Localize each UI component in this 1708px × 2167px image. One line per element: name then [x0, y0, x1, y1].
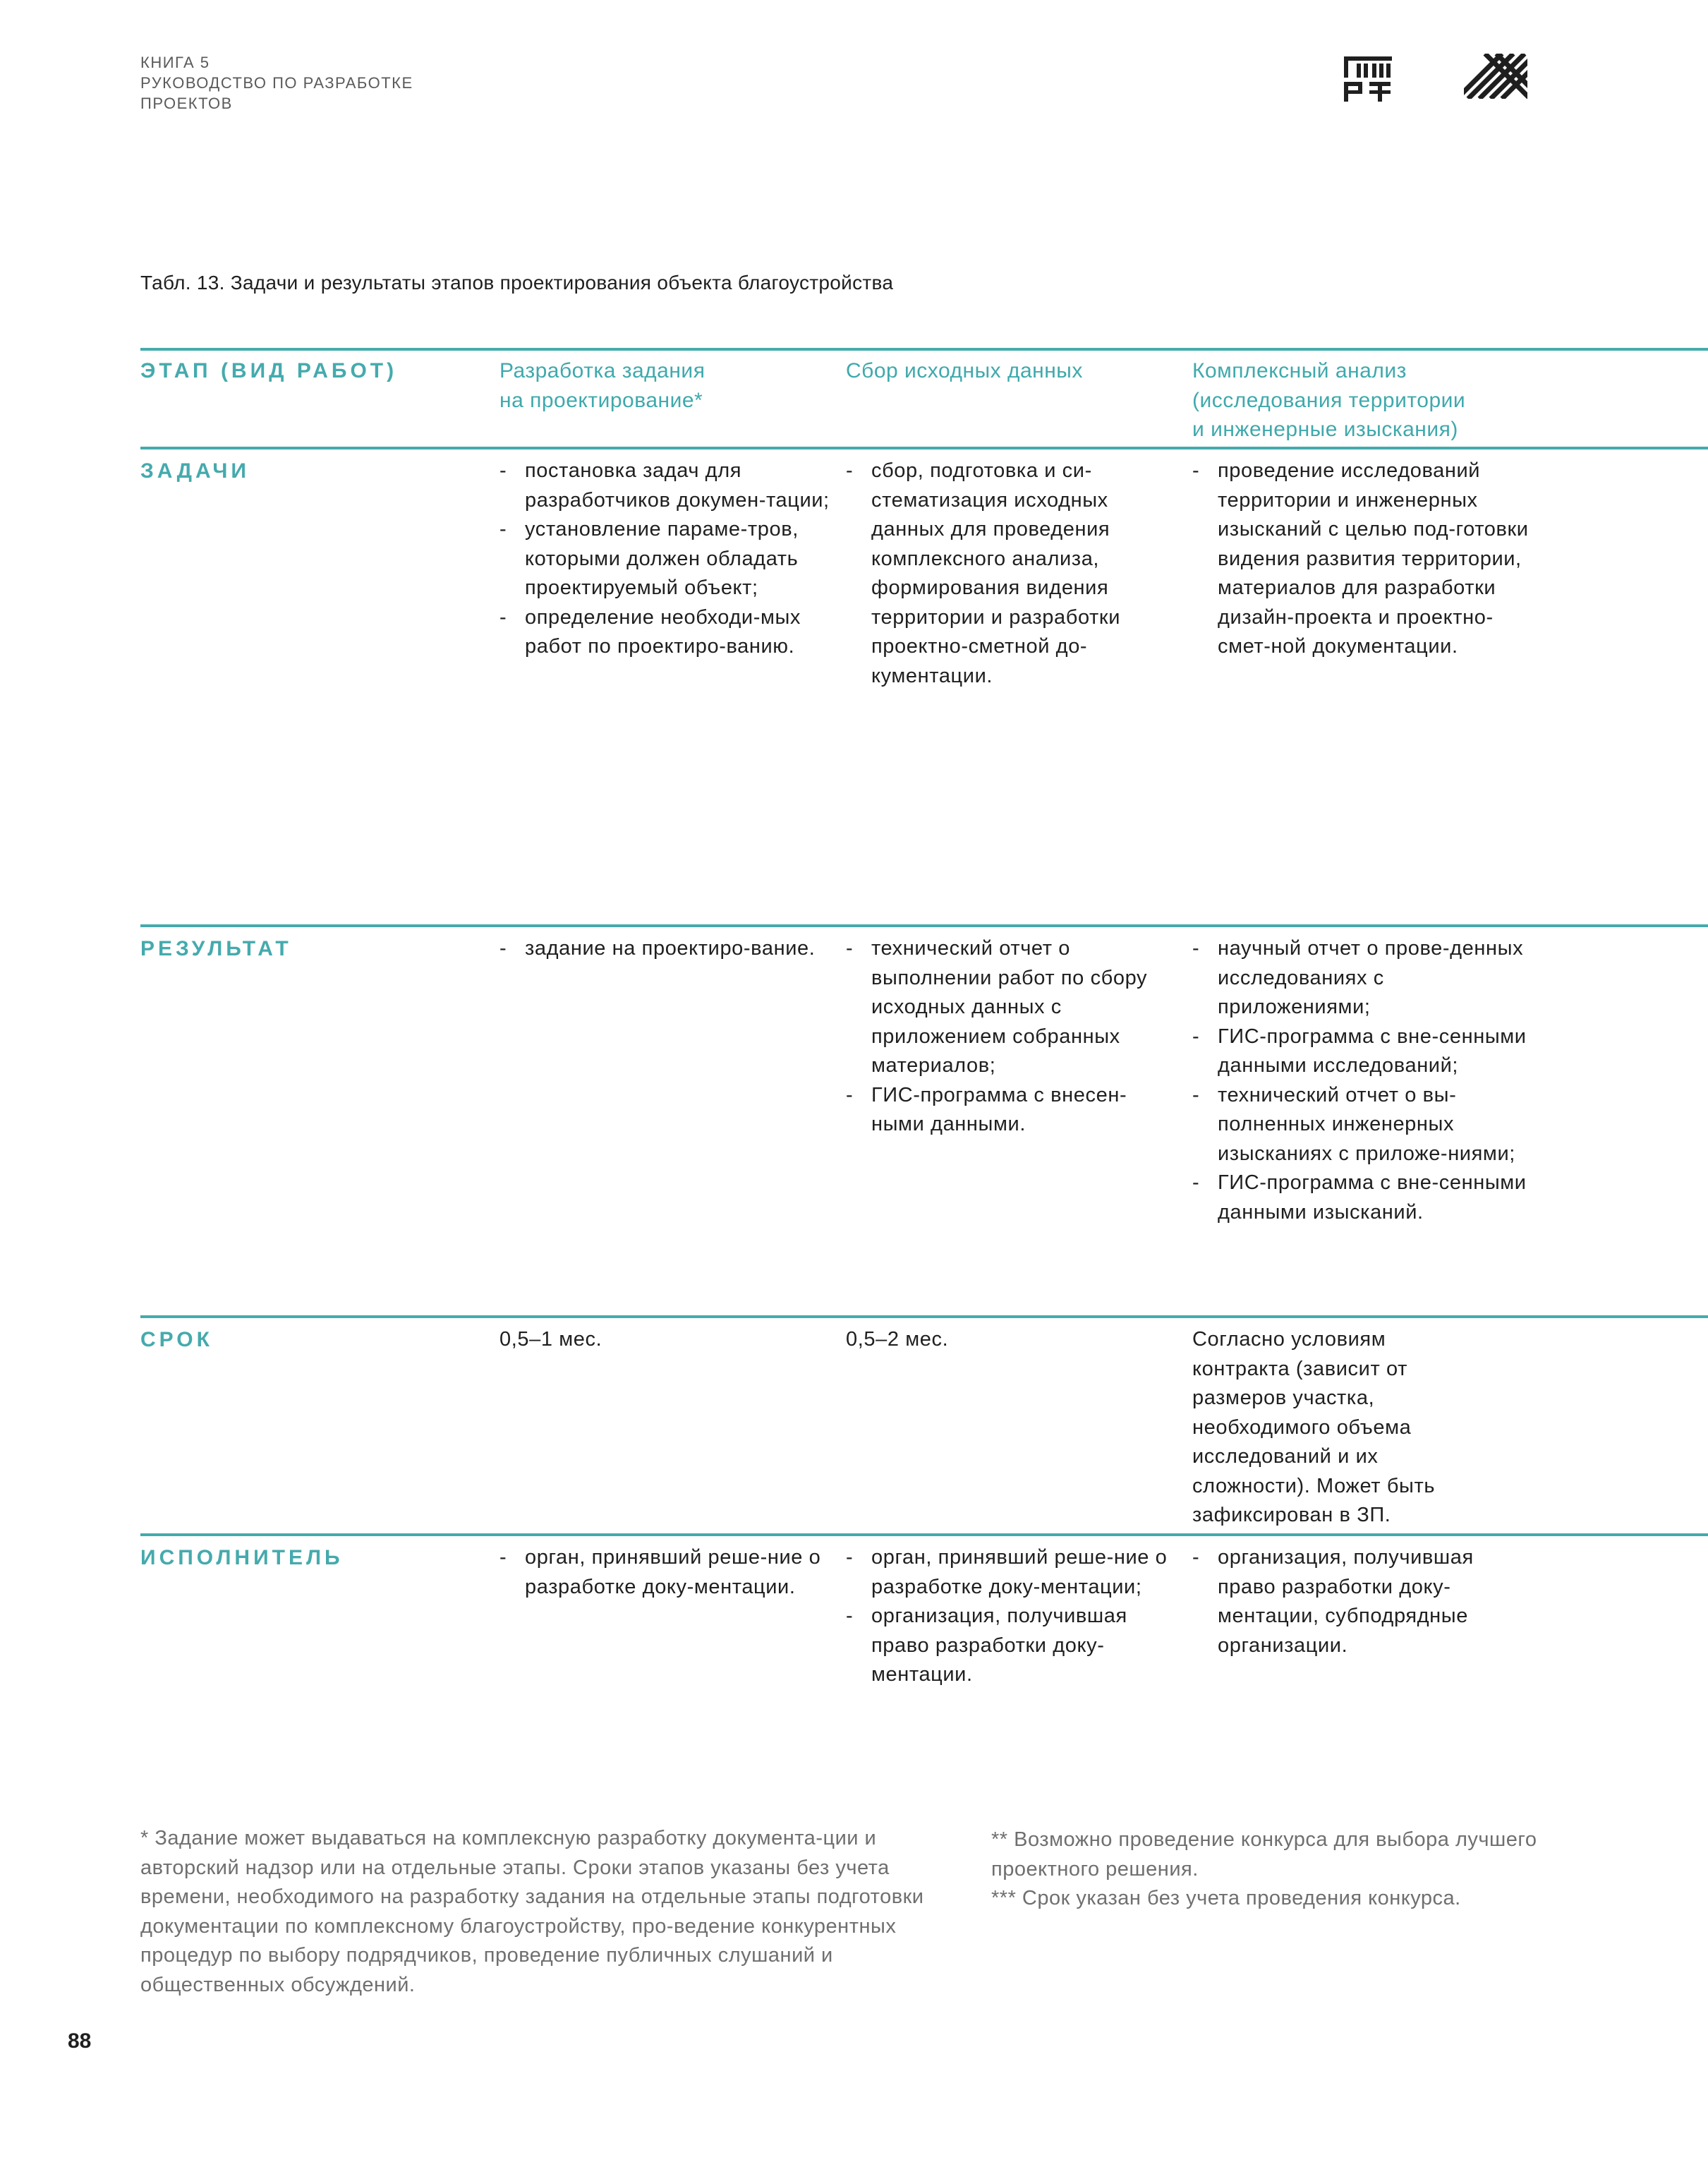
- column-title-line: Сбор исходных данных: [846, 359, 1083, 382]
- list-item: - орган, принявший реше-ние о разработке доку-ментации;: [846, 1543, 1177, 1602]
- row-label-stage: ЭТАП (ВИД РАБОТ): [140, 359, 398, 382]
- table-rule: [140, 1315, 1708, 1318]
- footnote-double-star: ** Возможно проведение конкурса для выбора лучшего проектного решения.: [991, 1828, 1537, 1881]
- column-title-line: Разработка задания: [499, 359, 705, 382]
- dom-rf-logo-icon: [1343, 54, 1393, 104]
- table-caption: Табл. 13. Задачи и результаты этапов проектирования объекта благоустройства: [140, 272, 894, 294]
- term-cell-col3: Согласно условиям контракта (зависит от размеров участка, необходимого объема исследований и их сложности). Может быть зафиксирован в ЗП.: [1192, 1328, 1436, 1526]
- row-label-tasks: ЗАДАЧИ: [140, 459, 250, 483]
- footnote-left: * Задание может выдаваться на комплексную разработку документа-ции и авторский надзор или на отдельные этапы. Сроки этапов указаны без учета времени, необходимого на разработку задания на отдельные этапы подготовки документации по комплексному благоустройству, про-ведение конкурентных процедур по выбору подрядчиков, проведение публичных слушаний и общественных обсуждений.: [140, 1827, 924, 1996]
- header-line: КНИГА 5: [140, 54, 210, 71]
- list-item: - научный отчет о прове-денных исследованиях с приложениями;: [1192, 934, 1531, 1022]
- list-item: - ГИС-программа с внесен-ными данными.: [846, 1081, 1177, 1140]
- list-item: - проведение исследований территории и инженерных изысканий с целью под-готовки видения развития территории, материалов для разработки дизайн-проекта и проектно-смет-ной документации.: [1192, 457, 1531, 662]
- footnote-right: [991, 1825, 1542, 1914]
- term-cell-col1: 0,5–1 мес.: [499, 1328, 602, 1351]
- row-label-executor: ИСПОЛНИТЕЛЬ: [140, 1546, 344, 1569]
- hatched-square-icon: [1464, 54, 1527, 99]
- tasks-cell-col1: [499, 457, 831, 662]
- column-title-design-task: [499, 356, 831, 415]
- result-cell-col1: [499, 934, 831, 964]
- row-label-result: РЕЗУЛЬТАТ: [140, 937, 292, 960]
- tasks-cell-col2: [846, 457, 1177, 691]
- list-item: - задание на проектиро-вание.: [499, 934, 831, 964]
- list-item: - организация, получившая право разработки доку-ментации.: [846, 1602, 1177, 1690]
- footnote-triple-star: *** Срок указан без учета проведения конкурса.: [991, 1887, 1461, 1909]
- list-item: - сбор, подготовка и си-стематизация исходных данных для проведения комплексного анализа, формирования видения территории и разработки проектно-сметной до-кументации.: [846, 457, 1177, 691]
- term-cell-col2: 0,5–2 мес.: [846, 1328, 949, 1351]
- column-title-line: Комплексный анализ: [1192, 359, 1407, 382]
- executor-cell-col3: [1192, 1543, 1531, 1660]
- column-title-line: и инженерные изыскания): [1192, 418, 1458, 441]
- table-rule: [140, 924, 1708, 927]
- list-item: - определение необходи-мых работ по проектиро-ванию.: [499, 603, 831, 662]
- list-item: - орган, принявший реше-ние о разработке доку-ментации.: [499, 1543, 831, 1602]
- list-item: - ГИС-программа с вне-сенными данными исследований;: [1192, 1022, 1531, 1081]
- column-title-line: на проектирование*: [499, 388, 703, 412]
- table-rule-top: [140, 348, 1708, 351]
- table-rule: [140, 447, 1708, 449]
- tasks-cell-col3: [1192, 457, 1531, 662]
- list-item: - постановка задач для разработчиков докумен-тации;: [499, 457, 831, 515]
- header-line: РУКОВОДСТВО ПО РАЗРАБОТКЕ: [140, 74, 413, 92]
- list-item: - организация, получившая право разработки доку-ментации, субподрядные организации.: [1192, 1543, 1531, 1660]
- list-item: - установление параме-тров, которыми должен обладать проектируемый объект;: [499, 515, 831, 603]
- table-rule: [140, 1533, 1708, 1536]
- column-title-line: (исследования территории: [1192, 388, 1466, 412]
- list-item: - технический отчет о выполнении работ по сбору исходных данных с приложением собранных материалов;: [846, 934, 1177, 1081]
- result-cell-col3: [1192, 934, 1531, 1227]
- executor-cell-col2: [846, 1543, 1177, 1690]
- result-cell-col2: [846, 934, 1177, 1140]
- column-title-complex-analysis: [1192, 356, 1531, 445]
- list-item: - технический отчет о вы-полненных инженерных изысканиях с приложе-ниями;: [1192, 1081, 1531, 1169]
- header-line: ПРОЕКТОВ: [140, 95, 233, 112]
- list-item: - ГИС-программа с вне-сенными данными изысканий.: [1192, 1169, 1531, 1227]
- page-number: 88: [68, 2029, 92, 2053]
- column-title-data-collection: [846, 356, 1177, 386]
- executor-cell-col1: [499, 1543, 831, 1602]
- row-label-term: СРОК: [140, 1328, 213, 1351]
- running-header: [140, 52, 413, 114]
